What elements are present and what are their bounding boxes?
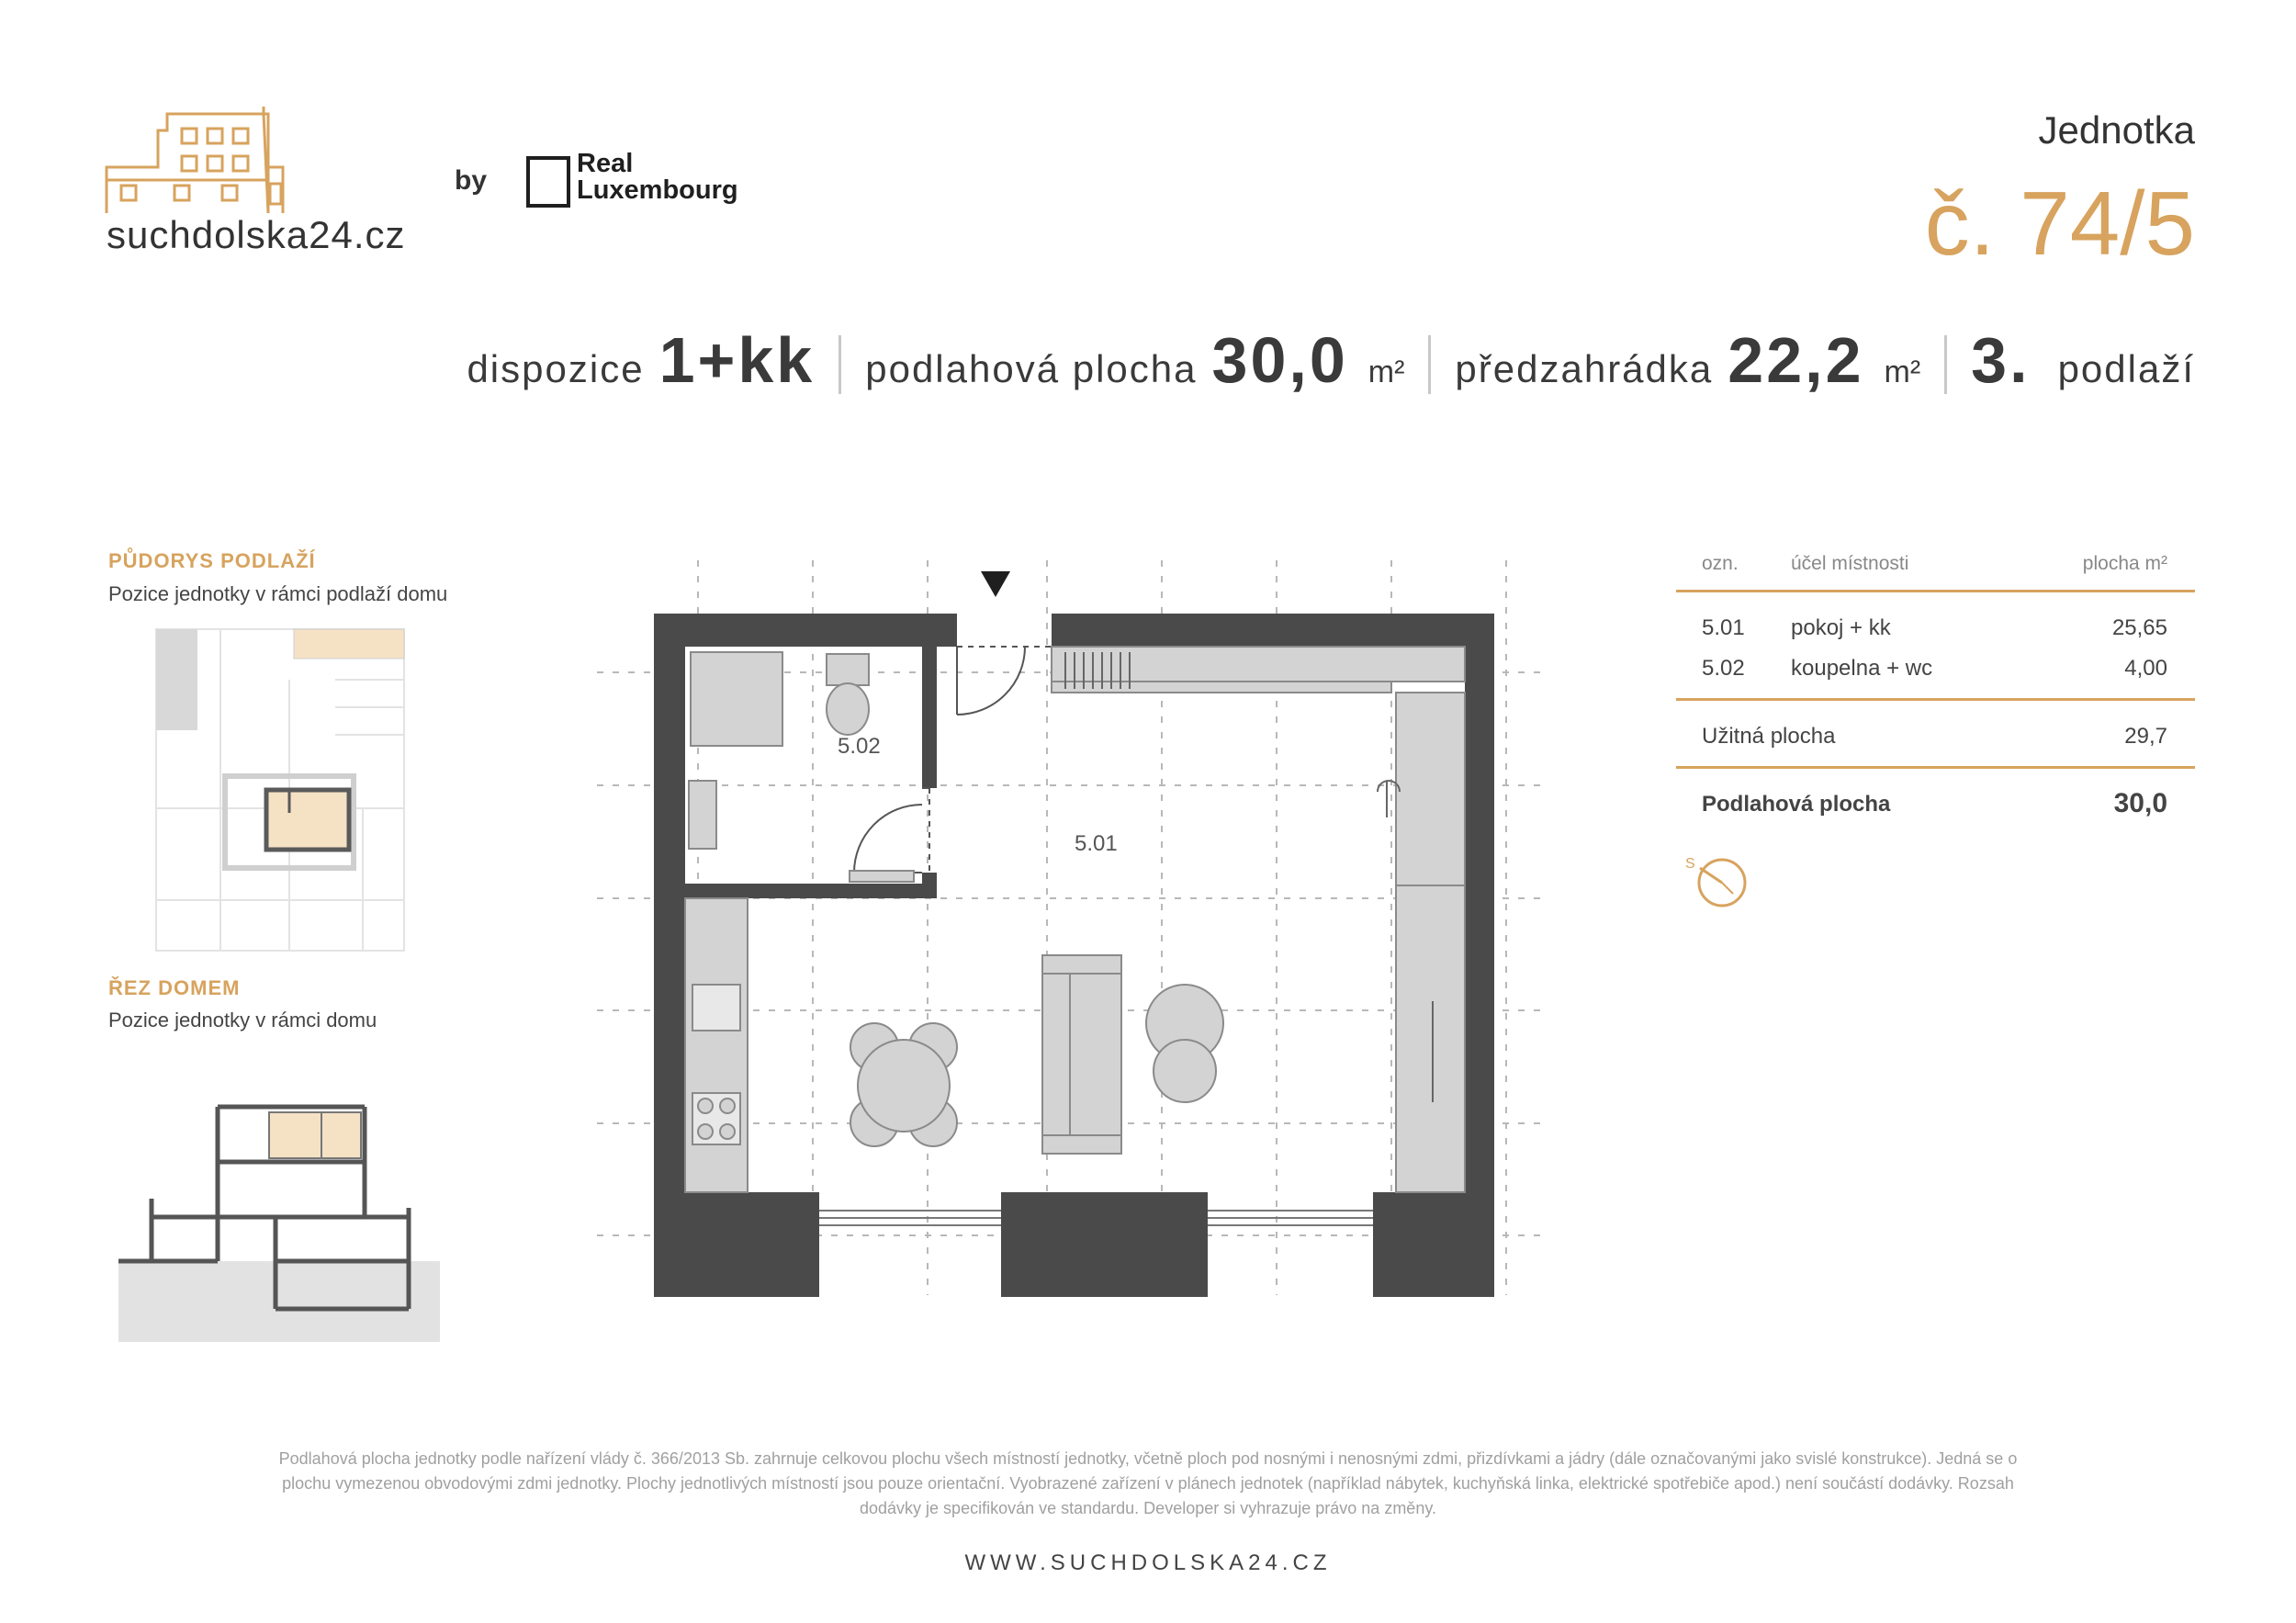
unit-label: Jednotka: [2038, 108, 2195, 152]
garden-unit: m²: [1884, 355, 1921, 389]
table-header-code: ozn.: [1702, 553, 1739, 574]
table-row-purpose: koupelna + wc: [1791, 656, 1933, 681]
floor-plan-key-diagram: [152, 625, 413, 955]
section-key-title: ŘEZ DOMEM: [108, 976, 241, 999]
usable-area-label: Užitná plocha: [1702, 724, 1836, 749]
storey-label: podlaží: [2057, 347, 2195, 390]
partner-logo-icon: [526, 156, 570, 208]
wardrobe: [1052, 647, 1465, 693]
unit-number: č. 74/5: [1924, 173, 2195, 274]
table-row-area: 25,65: [2111, 615, 2167, 640]
storey-value: 3.: [1971, 324, 2031, 396]
layout-value: 1+kk: [658, 324, 816, 396]
table-row-code: 5.02: [1702, 656, 1745, 681]
kitchen-unit: [685, 898, 748, 1192]
disclaimer-line: dodávky je specifikován ve standardu. Developer si vyhrazuje právo na změny.: [860, 1499, 1436, 1517]
floor-area-unit: m²: [1367, 355, 1405, 389]
floor-area-total-label: Podlahová plocha: [1702, 792, 1891, 817]
layout-label: dispozice: [467, 347, 645, 390]
table-row-area: 4,00: [2124, 656, 2167, 681]
room-area-table: [1676, 542, 2195, 836]
section-key-subtitle: Pozice jednotky v rámci domu: [108, 1009, 377, 1031]
disclaimer-line: Podlahová plocha jednotky podle nařízení vlády č. 366/2013 Sb. zahrnuje celkovou plochu všech místností jednotky, včetně ploch pod nosnými i nenosnými zdmi, přizdívkami a jádry (dále označovanými jako svislé konstrukce). Jedná se o: [278, 1449, 2018, 1468]
room-label-bathroom: 5.02: [838, 734, 881, 759]
entrance-arrow-icon: [981, 571, 1010, 597]
table-header-area: plocha m²: [2082, 553, 2167, 574]
partner-name-line1: Real: [577, 149, 634, 178]
table-row-code: 5.01: [1702, 615, 1745, 640]
floor-area-label: podlahová plocha: [865, 347, 1198, 390]
bathroom-fixtures: [689, 652, 914, 882]
north-compass-icon: [1685, 850, 1750, 910]
usable-area-value: 29,7: [2124, 724, 2167, 749]
table-divider: [1676, 766, 2195, 769]
separator: [838, 335, 841, 394]
room-label-living: 5.01: [1075, 831, 1118, 856]
compass-letter: S: [1685, 856, 1695, 872]
floor-area-value: 30,0: [1211, 324, 1348, 396]
floor-plan-key-subtitle: Pozice jednotky v rámci podlaží domu: [108, 582, 448, 605]
website-link[interactable]: WWW.SUCHDOLSKA24.CZ: [964, 1550, 1332, 1575]
separator: [1944, 335, 1947, 394]
doors: [854, 647, 1052, 873]
unit-floor-plan: [588, 551, 1561, 1304]
building-logo-icon: [103, 103, 287, 217]
building-section-key-diagram: [115, 1098, 445, 1346]
floor-plan-key-title: PŮDORYS PODLAŽÍ: [108, 549, 316, 572]
table-divider: [1676, 590, 2195, 592]
garden-value: 22,2: [1728, 324, 1864, 396]
table-divider: [1676, 698, 2195, 701]
table-row-purpose: pokoj + kk: [1791, 615, 1891, 640]
floor-area-total-value: 30,0: [2113, 788, 2167, 818]
separator: [1428, 335, 1431, 394]
disclaimer-line: plochu vymezenou obvodovými zdmi jednotky. Plochy jednotlivých místností jsou pouze orientační. Vyobrazené zařízení v plánech jednotek (například nábytek, kuchyňská linka, elektrické spotřebiče apod.) není součástí dodávky. Rozsah: [282, 1474, 2014, 1493]
garden-label: předzahrádka: [1455, 347, 1714, 390]
armchair: [1146, 985, 1223, 1102]
by-text: by: [455, 165, 488, 196]
sofa: [1042, 955, 1121, 1154]
dining-set: [850, 1023, 957, 1146]
table-header-purpose: účel místnosti: [1791, 553, 1909, 574]
unit-summary: [323, 323, 2195, 406]
legal-disclaimer: [119, 1447, 2177, 1521]
site-logo-text: suchdolska24.cz: [107, 213, 406, 256]
partner-name-line2: Luxembourg: [577, 175, 738, 205]
